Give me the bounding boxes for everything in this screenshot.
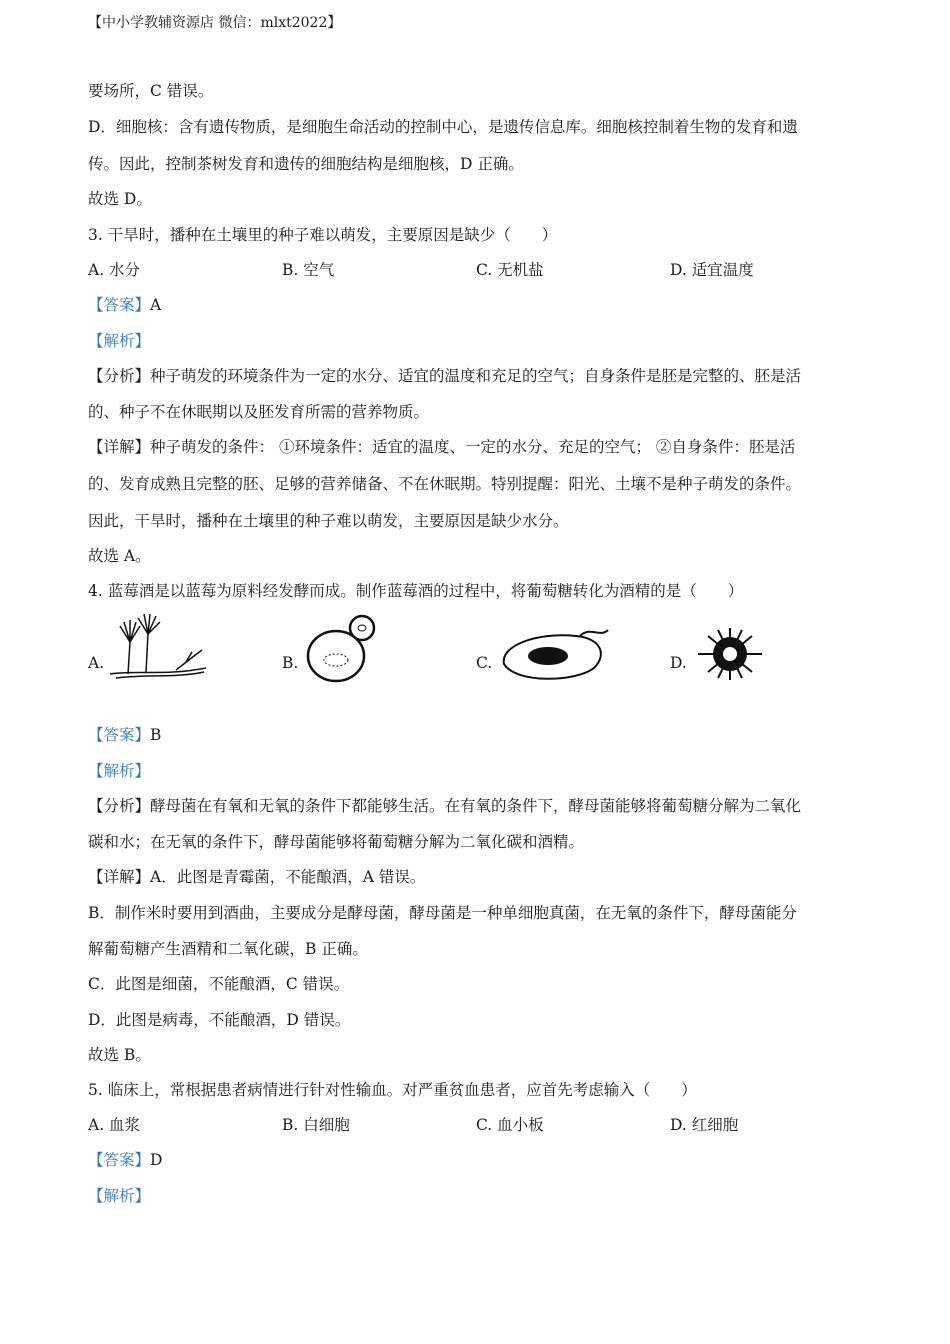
text-line: B．制作米时要用到酒曲，主要成分是酵母菌，酵母菌是一种单细胞真菌，在无氧的条件下，酵母菌能分 [88,904,797,922]
answer-value: A [150,296,162,314]
text-line: 要场所，C 错误。 [88,82,214,100]
analysis-tag: 【解析】 [88,332,151,350]
answer-value: D [150,1151,163,1169]
analysis-tag: 【解析】 [88,1187,151,1205]
answer-tag: 【答案】 [88,296,151,314]
q4-option-a: A. [88,654,105,672]
fenxi-tag: 【分析】 [88,797,151,815]
q5-option-b: B. 白细胞 [282,1116,350,1134]
q5-option-a: A. 血浆 [88,1116,141,1134]
text-line: 传。因此，控制茶树发育和遗传的细胞结构是细胞核，D 正确。 [88,155,524,173]
question-4: 4. 蓝莓酒是以蓝莓为原料经发酵而成。制作蓝莓酒的过程中，将葡萄糖转化为酒精的是（ ） [88,582,744,600]
q4-option-d: D. [670,654,687,672]
q3-option-a: A. 水分 [88,261,141,279]
xiangjie-tag: 【详解】 [88,868,151,886]
text-line: 解葡萄糖产生酒精和二氧化碳，B 正确。 [88,940,368,958]
text-line [88,866,425,888]
question-5: 5. 临床上，常根据患者病情进行针对性输血。对严重贫血患者，应首先考虑输入（ ） [88,1081,697,1099]
text-line: 故选 A。 [88,547,151,565]
text-line: 的、种子不在休眠期以及胚发育所需的营养物质。 [88,403,430,421]
xiangjie-tag: 【详解】 [88,438,151,456]
fenxi-text: 种子萌发的环境条件为一定的水分、适宜的温度和充足的空气；自身条件是胚是完整的、胚是活 [150,367,802,385]
text-line: C．此图是细菌，不能酿酒，C 错误。 [88,975,350,993]
text-line: 因此，干旱时，播种在土壤里的种子难以萌发，主要原因是缺少水分。 [88,512,569,530]
analysis-tag: 【解析】 [88,762,151,780]
xiangjie-text: 种子萌发的条件： ①环境条件：适宜的温度、一定的水分、充足的空气； ②自身条件：胚是活 [150,438,796,456]
question-3: 3. 干旱时，播种在土壤里的种子难以萌发，主要原因是缺少（ ） [88,226,558,244]
text-line: 碳和水；在无氧的条件下，酵母菌能够将葡萄糖分解为二氧化碳和酒精。 [88,833,585,851]
fenxi-text: 酵母菌在有氧和无氧的条件下都能够生活。在有氧的条件下，酵母菌能够将葡萄糖分解为二氧化 [150,797,802,815]
text-line: 的、发育成熟且完整的胚、足够的营养储备、不在休眠期。特别提醒：阳光、土壤不是种子萌发的条件。 [88,475,802,493]
q3-option-c: C. 无机盐 [476,261,544,279]
text-line [88,795,801,817]
q4-option-c: C. [476,654,493,672]
q4-option-b: B. [282,654,299,672]
text-line [88,365,801,387]
q3-option-d: D. 适宜温度 [670,261,754,279]
answer-line [88,294,161,316]
virus-illustration [690,624,770,684]
text-line: 故选 B。 [88,1046,151,1064]
q3-option-b: B. 空气 [282,261,335,279]
answer-value: B [150,726,162,744]
text-line: D．此图是病毒，不能酿酒，D 错误。 [88,1011,351,1029]
yeast-illustration [300,614,384,684]
q5-option-d: D. 红细胞 [670,1116,739,1134]
penicillium-illustration [106,612,210,684]
answer-tag: 【答案】 [88,726,151,744]
text-line [88,436,795,458]
bacterium-illustration [496,624,612,686]
q5-option-c: C. 血小板 [476,1116,544,1134]
page-header: 【中小学教辅资源店 微信：mlxt2022】 [88,15,342,31]
answer-line [88,724,161,746]
text-line: 故选 D。 [88,190,152,208]
answer-tag: 【答案】 [88,1151,151,1169]
text-line: D．细胞核：含有遗传物质，是细胞生命活动的控制中心，是遗传信息库。细胞核控制着生物的发育和遗 [88,118,798,136]
answer-line [88,1149,162,1171]
xiangjie-text: A．此图是青霉菌，不能酿酒，A 错误。 [150,868,426,886]
fenxi-tag: 【分析】 [88,367,151,385]
